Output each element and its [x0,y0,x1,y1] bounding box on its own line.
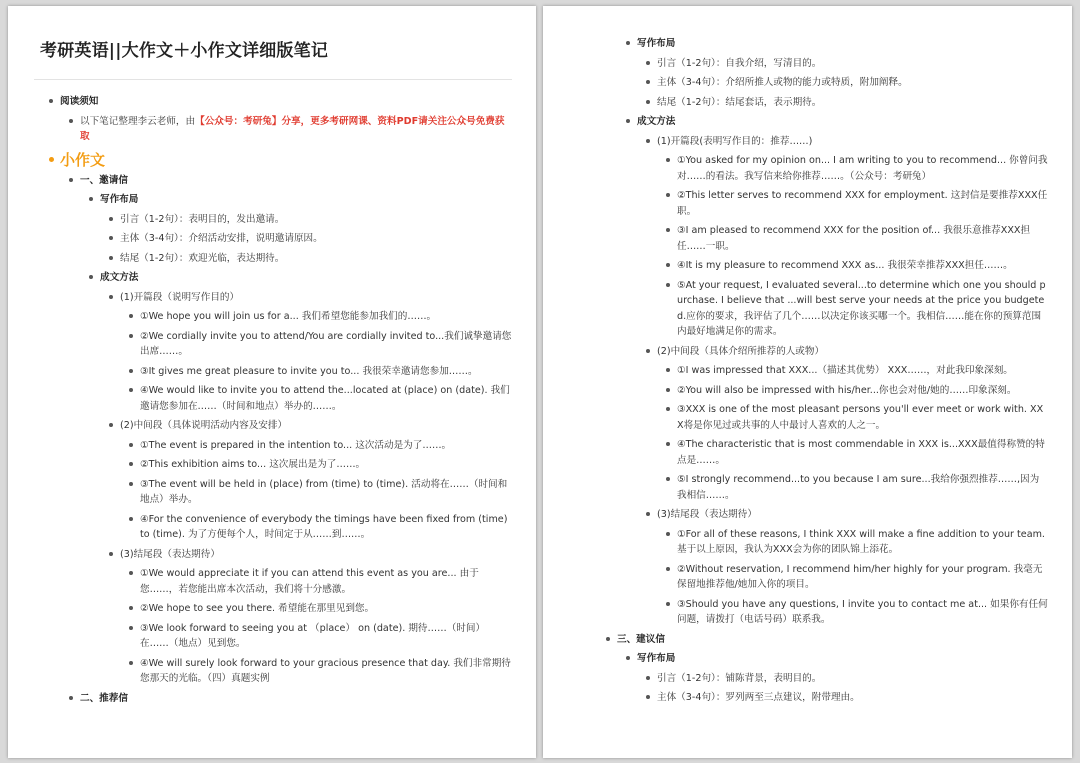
subsection-heading: 二、推荐信 [80,692,128,704]
bullet-icon [129,571,133,575]
bullet-icon [49,157,54,162]
bullet-icon [666,158,670,162]
list-item [677,472,1048,503]
bullet-icon [109,552,113,556]
bullet-icon [666,477,670,481]
method-heading: 成文方法 [100,272,139,283]
example-sentence: ①I was impressed that XXX...（描述其优势） XXX……，对此我印象深刻。 [677,365,1013,376]
list-item [120,231,512,247]
structure-item: 结尾（1-2句）：结尾套话，表示期待。 [657,96,822,108]
list-item [80,691,512,707]
bullet-icon [646,80,650,84]
list-item [80,114,512,145]
bullet-icon [129,462,133,466]
list-item [637,114,1048,130]
bullet-icon [129,606,133,610]
list-item [677,223,1048,254]
paragraph-heading: (1)开篇段(表明写作目的：推荐……) [657,135,813,147]
section-heading: 小作文 [60,150,106,169]
list-item [657,75,1048,91]
list-item [677,527,1048,558]
list-item [140,457,512,473]
list-item [80,173,512,189]
paragraph-heading: (2)中间段（具体说明活动内容及安排） [120,420,288,431]
example-sentence: ③We look forward to seeing you at （place） on (date). 期待……（时间）在……（地点）见到您。 [140,622,486,649]
structure-heading: 写作布局 [637,38,676,49]
bullet-icon [129,661,133,665]
bullet-icon [666,602,670,606]
list-item [120,547,512,563]
example-sentence: ②We hope to see you there. 希望能在那里见到您。 [140,603,375,614]
list-item [677,363,1048,379]
list-item [657,507,1048,523]
document-title: 考研英语||大作文＋小作文详细版笔记 [40,41,329,61]
example-sentence: ④We would like to invite you to attend the...located at (place) on (date). 我们邀请您参加在……（时间和地点）举办的……。 [140,385,510,412]
list-item [637,651,1048,667]
subsection-heading: 三、建议信 [617,633,665,645]
list-item [657,56,1048,72]
example-sentence: ③It gives me great pleasure to invite you to... 我很荣幸邀请您参加……。 [140,365,478,377]
bullet-icon [129,334,133,338]
list-item [140,621,512,652]
bullet-icon [666,567,670,571]
bullet-icon [666,263,670,267]
list-item [677,278,1048,340]
example-sentence: ②Without reservation, I recommend him/her highly for your program. 我毫无保留地推荐他/她加入你的项目。 [677,563,1043,590]
bullet-icon [666,228,670,232]
list-item [140,601,512,617]
example-sentence: ①We hope you will join us for a... 我们希望您能参加我们的……。 [140,311,437,322]
list-item [677,383,1048,399]
list-item [657,344,1048,360]
structure-item: 引言（1-2句）：铺陈背景，表明目的。 [657,672,822,684]
list-item [140,364,512,380]
list-item [677,402,1048,433]
example-sentence: ①The event is prepared in the intention to... 这次活动是为了……。 [140,439,452,451]
title-divider [34,79,512,80]
bullet-icon [109,217,113,221]
list-item [617,632,1048,648]
bullet-icon [129,443,133,447]
example-sentence: ②This exhibition aims to... 这次展出是为了……。 [140,459,366,470]
reading-highlight: 【公众号：考研兔】分享，更多考研网课、资料PDF请关注公众号免费获取 [80,115,505,142]
example-sentence: ④We will surely look forward to your gracious presence that day. 我们非常期待您那天的光临。（四）真题实例 [140,657,511,684]
bullet-icon [666,407,670,411]
bullet-icon [666,283,670,287]
structure-item: 结尾（1-2句）：欢迎光临，表达期待。 [120,252,285,264]
subsection-heading: 一、邀请信 [80,174,128,186]
paragraph-heading: (3)结尾段（表达期待） [120,548,220,560]
list-item [140,566,512,597]
list-item [677,437,1048,468]
structure-heading: 写作布局 [100,194,139,205]
list-item [140,329,512,360]
bullet-icon [646,61,650,65]
bullet-icon [109,236,113,240]
list-item [677,597,1048,628]
bullet-icon [606,637,610,641]
structure-item: 主体（3-4句）：罗列两至三点建议，附带理由。 [657,692,860,703]
bullet-icon [69,178,73,182]
bullet-icon [129,388,133,392]
structure-item: 主体（3-4句）：介绍所推人或物的能力或特质，附加阐释。 [657,77,908,88]
bullet-icon [129,626,133,630]
reading-prefix: 以下笔记整理李云老师，由 [80,115,196,127]
bullet-icon [109,423,113,427]
list-item [60,149,512,171]
list-item [100,192,512,208]
bullet-icon [69,119,73,123]
example-sentence: ⑤At your request, I evaluated several...to determine which one you should purchase. I believe that ...will best serve your needs at the price you budgeted.应你的要求，我评估了几个……以决定你该买哪一个。我相信……能在你的预算范围内最好地满足你的需求。 [677,279,1046,337]
bullet-icon [129,482,133,486]
bullet-icon [626,119,630,123]
list-item [140,438,512,454]
paragraph-heading: (2)中间段（具体介绍所推荐的人或物） [657,345,825,357]
list-item [677,153,1048,184]
list-item [140,512,512,543]
bullet-icon [89,275,93,279]
structure-item: 引言（1-2句）：表明目的，发出邀请。 [120,213,285,225]
example-sentence: ④The characteristic that is most commendable in XXX is...XXX最值得称赞的特点是……。 [677,439,1045,466]
example-sentence: ⑤I strongly recommend...to you because I am sure...我给你强烈推荐……,因为我相信……。 [677,474,1040,501]
list-item [657,134,1048,150]
bullet-icon [646,349,650,353]
list-item [657,671,1048,687]
list-item [140,309,512,325]
bullet-icon [69,696,73,700]
example-sentence: ③XXX is one of the most pleasant persons you'll ever meet or work with. XXX将是你见过或共事的人中最讨人喜欢的人之一。 [677,404,1044,431]
bullet-icon [646,676,650,680]
list-item [140,656,512,687]
structure-item: 引言（1-2句）：自我介绍，写清目的。 [657,57,822,69]
bullet-icon [646,695,650,699]
bullet-icon [626,656,630,660]
list-item [677,188,1048,219]
structure-item: 主体（3-4句）：介绍活动安排，说明邀请原因。 [120,233,323,244]
list-item [677,258,1048,274]
list-item [120,251,512,267]
bullet-icon [666,532,670,536]
bullet-icon [129,314,133,318]
bullet-icon [129,517,133,521]
bullet-icon [49,99,53,103]
example-sentence: ④For the convenience of everybody the timings have been fixed from (time) to (time). 为了方便每个人，时间定于从……到……。 [140,513,508,540]
left-page [8,6,536,758]
structure-heading: 写作布局 [637,653,676,664]
bullet-icon [666,368,670,372]
bullet-icon [646,139,650,143]
list-item [657,95,1048,111]
example-sentence: ②We cordially invite you to attend/You are cordially invited to...我们诚挚邀请您出席……。 [140,330,512,357]
bullet-icon [666,388,670,392]
example-sentence: ③I am pleased to recommend XXX for the position of... 我很乐意推荐XXX担任……一职。 [677,225,1031,252]
example-sentence: ①For all of these reasons, I think XXX will make a fine addition to your team. 基于以上原因，我认为XXX会为你的团队锦上添花。 [677,528,1045,555]
bullet-icon [646,512,650,516]
paragraph-heading: (3)结尾段（表达期待） [657,509,757,520]
bullet-icon [109,295,113,299]
example-sentence: ①You asked for my opinion on... I am writing to you to recommend... 你曾问我对……的看法。我写信来给你推荐……。（公众号：考研兔） [677,155,1048,182]
list-item [140,477,512,508]
bullet-icon [666,442,670,446]
list-item [120,212,512,228]
list-item [657,690,1048,706]
method-heading: 成文方法 [637,116,676,127]
list-item [120,418,512,434]
list-item [100,270,512,286]
list-item [140,383,512,414]
example-sentence: ④It is my pleasure to recommend XXX as... 我很荣幸推荐XXX担任……。 [677,260,1013,271]
bullet-icon [646,100,650,104]
list-item [637,36,1048,52]
bullet-icon [666,193,670,197]
example-sentence: ③The event will be held in (place) from (time) to (time). 活动将在……（时间和地点）举办。 [140,478,508,505]
list-item [677,562,1048,593]
paragraph-heading: (1)开篇段（说明写作目的） [120,291,240,303]
bullet-icon [89,197,93,201]
list-item [120,290,512,306]
example-sentence: ②This letter serves to recommend XXX for employment. 这封信是要推荐XXX任职。 [677,190,1048,217]
example-sentence: ②You will also be impressed with his/her...你也会对他/她的……印象深刻。 [677,384,1017,396]
right-page [543,6,1072,758]
reading-heading: 阅读须知 [60,96,99,107]
example-sentence: ③Should you have any questions, I invite you to contact me at... 如果你有任何问题，请拨打（电话号码）联系我。 [677,598,1048,625]
list-item [60,94,512,110]
bullet-icon [626,41,630,45]
example-sentence: ①We would appreciate it if you can attend this event as you are... 由于您……，若您能出席本次活动，我们将十分感激。 [140,568,479,595]
bullet-icon [109,256,113,260]
bullet-icon [129,369,133,373]
